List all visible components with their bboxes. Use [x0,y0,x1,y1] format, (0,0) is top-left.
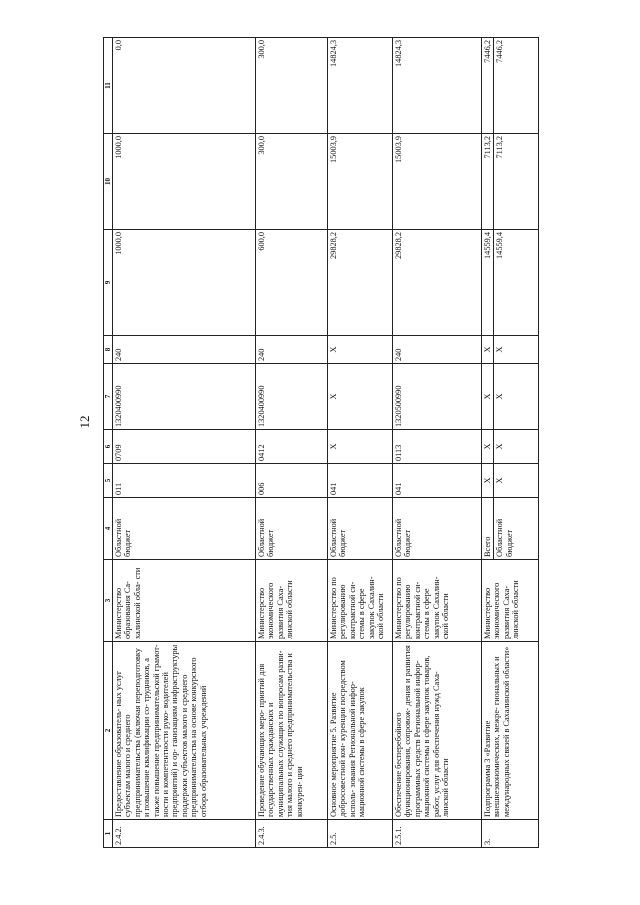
code-section: X [328,430,393,464]
header-cell: 11 [104,38,113,134]
event-name: Проведение обучающих меро- приятий для государственных гражданских и муниципальных служащих по вопросам разви- тия малого и среднего предпринимательства и конкурен- ции [256,642,328,820]
table-row-sub-total [482,38,494,848]
program-table [103,37,539,848]
code-target: 1320500990 [393,364,482,430]
funding-source: Всего [482,498,494,560]
code-section: 0113 [393,430,482,464]
code-expense: X [494,336,539,364]
code-section: 0709 [113,430,256,464]
amount-year2: 14824,3 [328,38,393,134]
amount-total: 1000,0 [113,230,256,336]
header-cell: 9 [104,230,113,336]
executor: Министерство экономического развития Саха- линской области [482,560,539,642]
amount-year2: 7446,2 [482,38,494,134]
page-number: 12 [77,415,92,429]
row-number: 2.4.3. [256,820,328,848]
row-number: 3. [482,820,539,848]
amount-year2: 300,0 [256,38,328,134]
amount-total: 29828,2 [393,230,482,336]
amount-total: 14559,4 [482,230,494,336]
amount-year1: 15003,9 [328,134,393,230]
header-cell: 7 [104,364,113,430]
header-cell: 6 [104,430,113,464]
amount-year1: 7113,2 [494,134,539,230]
table-frame [103,38,545,848]
amount-total: 600,0 [256,230,328,336]
table-row [328,38,393,848]
header-cell: 1 [104,820,113,848]
amount-year1: 15003,9 [393,134,482,230]
amount-year2: 0,0 [113,38,256,134]
executor: Министерство образования Са- халинской обла- сти [113,560,256,642]
code-section: X [494,430,539,464]
event-name: Обеспечение бесперебойного функционирования, сопровож- дения и развития программных средств Региональной инфор- мационной системы в сфере закупок товаров, работ, услуг для обеспечения нужд Саха- линской области [393,642,482,820]
row-number: 2.5.1. [393,820,482,848]
amount-total: 29828,2 [328,230,393,336]
executor: Министерство по регулированию контрактной си- стемы в сфере закупок Сахалин- ской области [393,560,482,642]
event-name: Основное мероприятие 5. Развитие добросовестной кон- куренции посредством исполь- зования Региональной инфор- мационной системы в сфере закупок [328,642,393,820]
amount-year1: 7113,2 [482,134,494,230]
funding-source: Областной бюджет [393,498,482,560]
code-target: X [328,364,393,430]
code-section: X [482,430,494,464]
header-cell: 3 [104,560,113,642]
code-grbs: X [494,464,539,498]
amount-year2: 14824,3 [393,38,482,134]
amount-total: 14559,4 [494,230,539,336]
code-section: 0412 [256,430,328,464]
funding-source: Областной бюджет [113,498,256,560]
code-grbs: 041 [328,464,393,498]
header-cell: 5 [104,464,113,498]
header-row [104,38,113,848]
header-cell: 2 [104,642,113,820]
code-target: 1320400990 [256,364,328,430]
row-number: 2.5. [328,820,393,848]
code-target: 1320400990 [113,364,256,430]
funding-source: Областной бюджет [256,498,328,560]
code-expense: X [482,336,494,364]
executor: Министерство экономического развития Саха- линской области [256,560,328,642]
code-grbs: X [482,464,494,498]
code-expense: X [328,336,393,364]
code-expense: 240 [393,336,482,364]
table-row [113,38,256,848]
event-name: Предоставление образователь- ных услуг субъектам малого и среднего предпринимательства (включая переподготовку и повышение квалификации со- трудников, а также повышение предпринимательской грамот- ности и компетентности руко- водителей предприятий) и ор- ганизациям инфраструктуры поддержки субъектов малого и среднего предпринимательства на основе конкурсного отбора образовательных учреждений [113,642,256,820]
row-number: 2.4.2. [113,820,256,848]
amount-year2: 7446,2 [494,38,539,134]
executor: Министерство по регулированию контрактной си- стемы в сфере закупок Сахалин- ской области [328,560,393,642]
funding-source: Областной бюджет [328,498,393,560]
header-cell: 4 [104,498,113,560]
header-cell: 10 [104,134,113,230]
amount-year1: 300,0 [256,134,328,230]
code-grbs: 041 [393,464,482,498]
code-grbs: 006 [256,464,328,498]
rotated-sheet [103,38,545,848]
header-cell: 8 [104,336,113,364]
code-expense: 240 [256,336,328,364]
event-name: Подпрограмма 3 «Развитие внешнеэкономических, межре- гиональных и международных связей в Сахалинской области» [482,642,539,820]
amount-year1: 1000,0 [113,134,256,230]
funding-source: Областной бюджет [494,498,539,560]
code-expense: 240 [113,336,256,364]
code-grbs: 011 [113,464,256,498]
code-target: X [494,364,539,430]
table-row [256,38,328,848]
table-row [393,38,482,848]
code-target: X [482,364,494,430]
